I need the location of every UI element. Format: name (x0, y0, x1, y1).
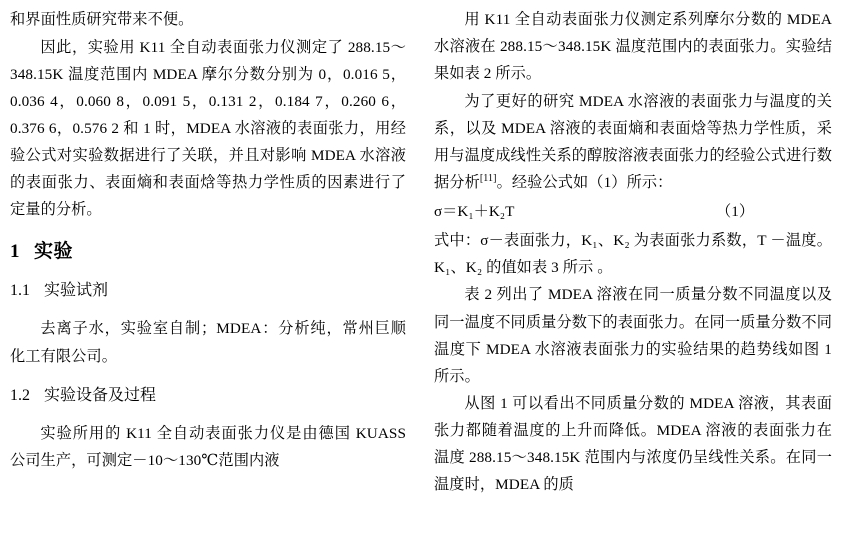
formula-block (434, 198, 832, 225)
subsection-heading-equipment (10, 384, 406, 408)
subsection-number: 1.2 (10, 386, 30, 404)
subsection-title: 实验试剂 (44, 282, 109, 300)
paragraph-reagents: 去离子水，实验室自制；MDEA：分析纯，常州巨顺化工有限公司。 (10, 320, 406, 365)
subsection-number: 1.1 (10, 282, 30, 300)
paragraph-study-purpose: 因此，实验用 K11 全自动表面张力仪测定了 288.15～348.15K 温度范围内 MDEA 摩尔分数分别为 0，0.016 5，0.036 4，0.060 8，0.091 5，0.131 2，0.184 7，0.260 6，0.376 6，0.576 2 和 1 时，MDEA 水溶液的表面张力，用经验公式对实验数据进行了关联，并且对影响 MDEA 水溶液的表面张力、表面熵和表面焓等热力学性质的因素进行了定量的分析。 (10, 38, 406, 218)
paragraph-figure1-analysis: 从图 1 可以看出不同质量分数的 MDEA 溶液，其表面张力都随着温度的上升而降低。MDEA 溶液的表面张力在温度 288.15～348.15K 范围内与浓度仍呈线性关系。在同一温度时，MDEA 的质 (434, 395, 832, 494)
paragraph-equipment: 实验所用的 K11 全自动表面张力仪是由德国 KUASS 公司生产，可测定－10～130℃范围内液 (10, 424, 406, 469)
formula-expression: σ＝K₁＋K₂T (434, 202, 515, 220)
paragraph-continuation: 和界面性质研究带来不便。 (10, 11, 194, 28)
paragraph-measurement: 用 K11 全自动表面张力仪测定系列摩尔分数的 MDEA 水溶液在 288.15～348.15K 温度范围内的表面张力。实验结果如表 2 所示。 (434, 11, 832, 83)
citation-reference: [11] (479, 172, 497, 184)
text-after-reference: 。经验公式如（1）所示： (496, 173, 673, 191)
section-title: 实验 (34, 240, 74, 262)
subsection-heading-reagents (10, 279, 406, 303)
right-column (432, 6, 832, 552)
section-number: 1 (10, 240, 20, 262)
formula-number: （1） (716, 202, 754, 220)
paragraph-table2-description: 表 2 列出了 MDEA 溶液在同一质量分数不同温度以及同一温度不同质量分数下的表面张力。在同一质量分数不同温度下 MDEA 水溶液表面张力的实验结果的趋势线如图 1 所示。 (434, 286, 832, 385)
paragraph-empirical-formula-intro (434, 88, 832, 196)
left-column (10, 6, 410, 552)
text-before-reference: 为了更好的研究 MDEA 水溶液的表面张力与温度的关系，以及 MDEA 溶液的表面熵和表面焓等热力学性质，采用与温度成线性关系的醇胺溶液表面张力的经验公式进行数据分析 (434, 92, 832, 191)
subsection-title: 实验设备及过程 (44, 386, 157, 404)
paragraph-formula-legend: 式中：σ－表面张力，K₁、K₂ 为表面张力系数，T －温度。K₁、K₂ 的值如表 3 所示 。 (434, 231, 832, 276)
section-heading-experiment (10, 239, 406, 266)
